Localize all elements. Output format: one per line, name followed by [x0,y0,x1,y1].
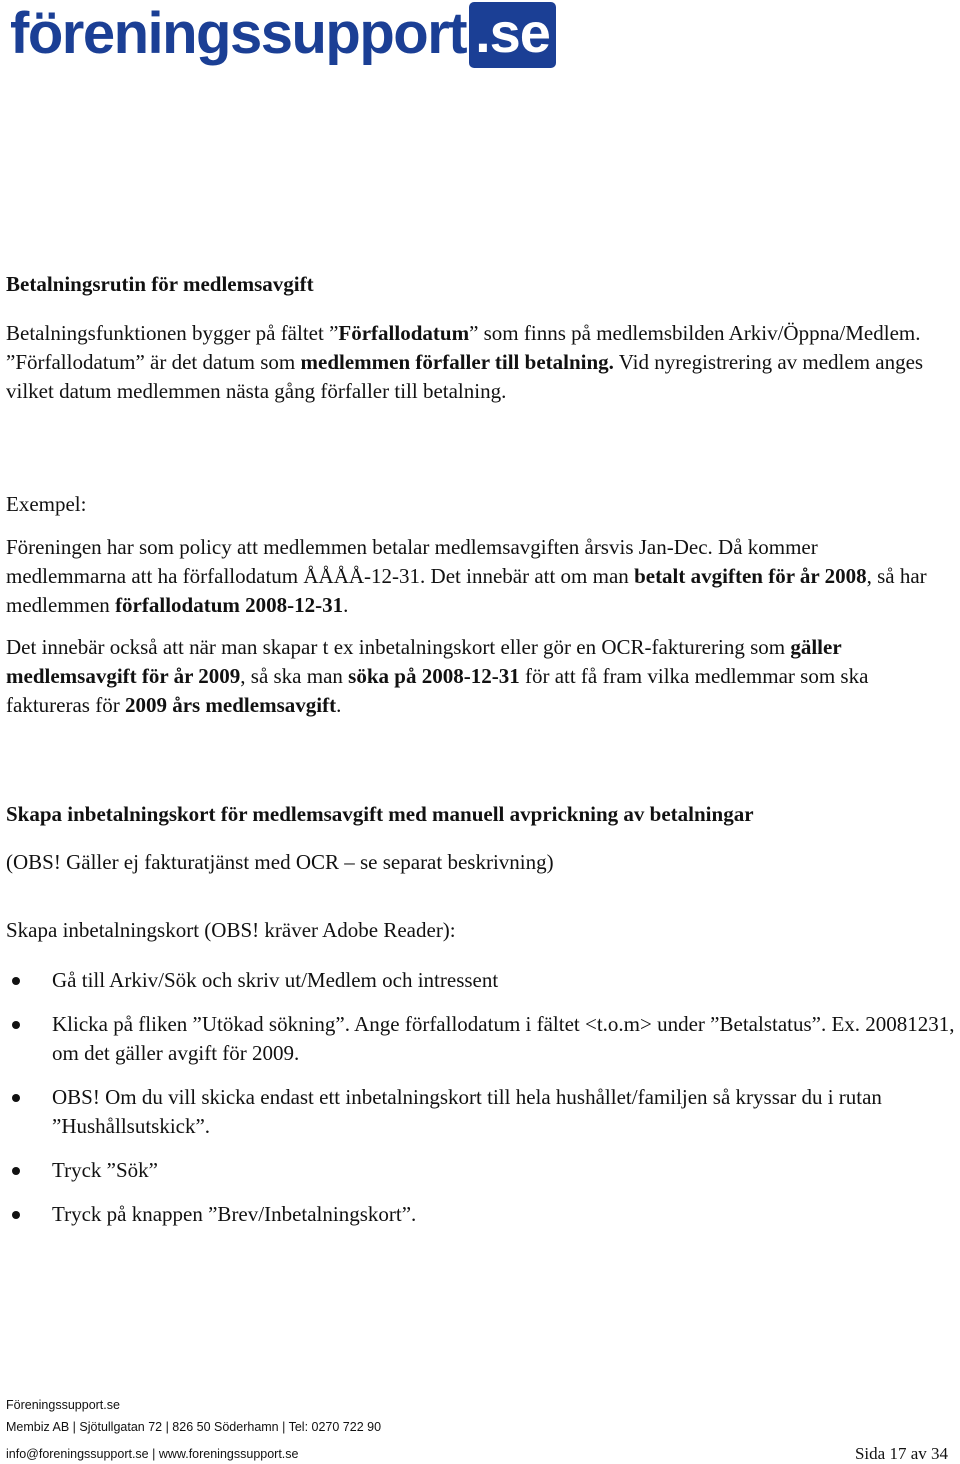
step-text: Gå till Arkiv/Sök och skriv ut/Medlem och intressent [52,968,499,992]
text-run: . [343,593,349,617]
list-item [6,1010,956,1068]
ocr-note: (OBS! Gäller ej fakturatjänst med OCR – se separat beskrivning) [6,850,554,874]
footer-address: Membiz AB | Sjötullgatan 72 | 826 50 Söderhamn | Tel: 0270 722 90 [6,1420,382,1434]
text-run: Vid nyregistrering av medlem anges vilket datum medlemmen nästa gång förfaller till betalning. [6,350,924,403]
footer-company: Föreningssupport.se [6,1398,120,1412]
bold-text: förfallodatum 2008-12-31 [115,593,344,617]
logo-wordmark: föreningssupport [10,1,467,66]
text-run: Betalningsfunktionen bygger på fältet ” [6,321,339,345]
text-run: Det innebär också att när man skapar t ex inbetalningskort eller gör en OCR-fakturering som [6,635,791,659]
bold-text: söka på 2008-12-31 [348,664,520,688]
bold-text: Förfallodatum [338,321,470,345]
steps-list [6,966,956,1244]
paragraph-example-policy [6,533,936,620]
step-text: Klicka på fliken ”Utökad sökning”. Ange förfallodatum i fältet <t.o.m> under ”Betalstatus”. Ex. 20081231, om det gäller avgift för 2009. [52,1012,955,1065]
text-run: , så har medlemmen [6,564,927,617]
bullet-icon [12,1211,20,1219]
foreningssupport-logo [10,0,556,78]
section-heading-betalningsrutin: Betalningsrutin för medlemsavgift [6,272,314,296]
step-text: Tryck på knappen ”Brev/Inbetalningskort”. [52,1202,417,1226]
list-item [6,1083,956,1141]
step-text: OBS! Om du vill skicka endast ett inbetalningskort till hela hushållet/familjen så kryssar du i rutan ”Hushållsutskick”. [52,1085,882,1138]
list-item [6,966,956,995]
text-run: Föreningen har som policy att medlemmen betalar medlemsavgiften årsvis Jan-Dec. Då kommer medlemmarna att ha förfallodatum ÅÅÅÅ-12-31. Det innebär att om man [6,535,818,588]
logo-domain-badge: .se [469,2,556,68]
bold-text: betalt avgiften för år 2008 [634,564,867,588]
example-label: Exempel: [6,492,87,516]
bold-text: gäller medlemsavgift för år 2009 [6,635,842,688]
text-run: . [336,693,342,717]
bullet-icon [12,1094,20,1102]
intro-skapa-inbetalningskort: Skapa inbetalningskort (OBS! kräver Adobe Reader): [6,918,456,942]
bullet-icon [12,1167,20,1175]
list-item [6,1200,956,1229]
text-run: , så ska man [240,664,349,688]
paragraph-betalningsfunktion [6,319,946,406]
bold-text: medlemmen förfaller till betalning. [300,350,614,374]
bullet-icon [12,1021,20,1029]
text-run: för att få fram vilka medlemmar som ska faktureras för [6,664,869,717]
page-number: Sida 17 av 34 [854,1444,948,1463]
footer-contact[interactable]: info@foreningssupport.se | www.foreningssupport.se [6,1447,299,1461]
section-heading-inbetalningskort: Skapa inbetalningskort för medlemsavgift med manuell avprickning av betalningar [6,802,754,826]
step-text: Tryck ”Sök” [52,1158,158,1182]
bold-text: 2009 års medlemsavgift [124,693,337,717]
list-item [6,1156,956,1185]
paragraph-example-search [6,633,951,720]
text-run: ” som finns på medlemsbilden Arkiv/Öppna/Medlem. ”Förfallodatum” är det datum som [6,321,921,374]
bullet-icon [12,977,20,985]
